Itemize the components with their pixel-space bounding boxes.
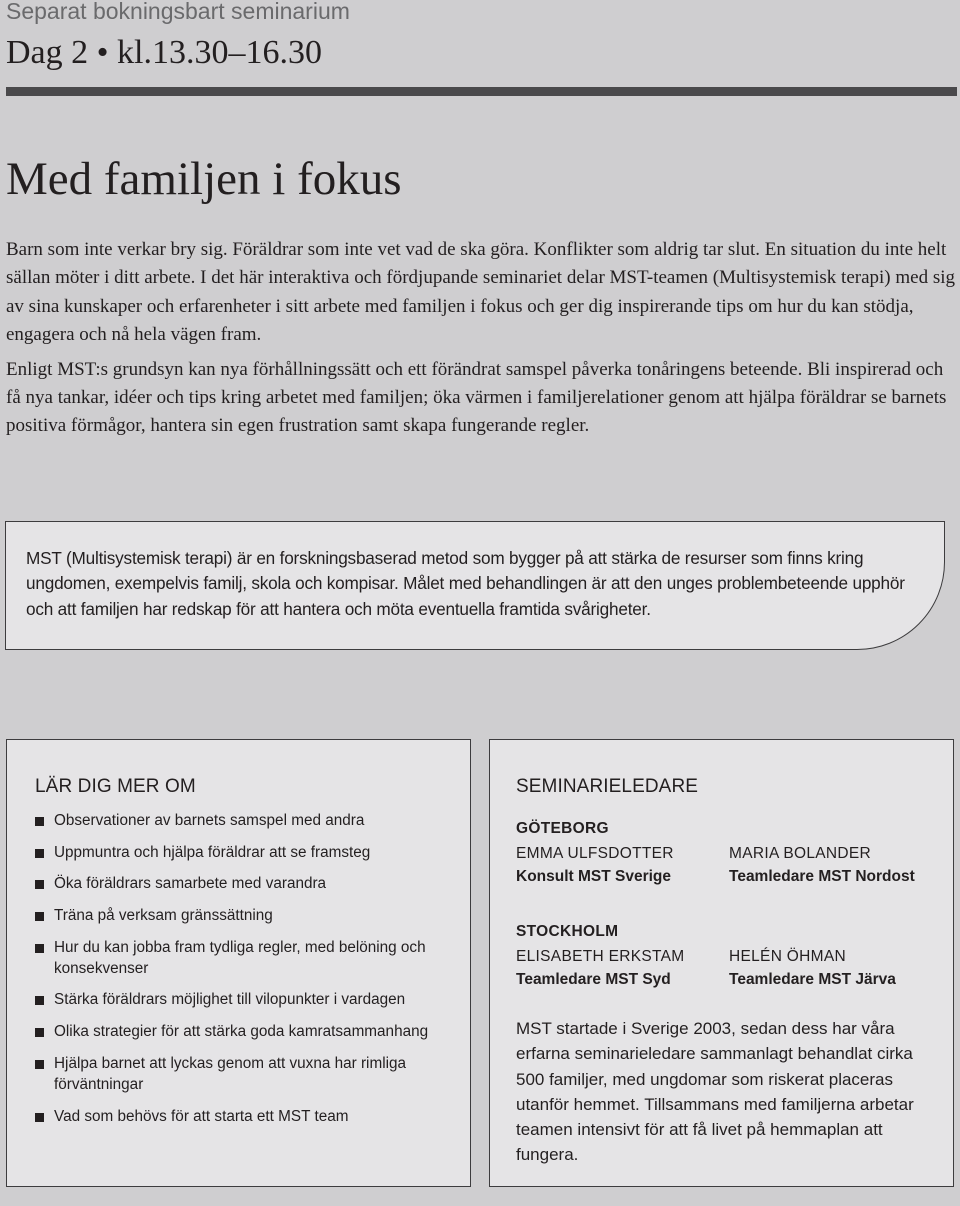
intro-text — [6, 236, 960, 447]
leader-emma — [516, 842, 674, 888]
square-bullet-icon — [35, 944, 44, 953]
square-bullet-icon — [35, 912, 44, 921]
leader-name: ELISABETH ERKSTAM — [516, 948, 685, 965]
list-item: Olika strategier för att stärka goda kamratsammanhang — [35, 1021, 455, 1042]
leader-maria — [729, 842, 915, 888]
square-bullet-icon — [35, 1113, 44, 1122]
seminar-leaders-card — [489, 739, 954, 1187]
learn-more-list — [35, 810, 455, 1137]
leader-helen — [729, 945, 896, 991]
page-title: Med familjen i fokus — [6, 153, 402, 205]
square-bullet-icon — [35, 996, 44, 1005]
leader-role: Teamledare MST Järva — [729, 971, 896, 988]
list-item: Stärka föräldrars möjlighet till vilopunkter i vardagen — [35, 989, 455, 1010]
list-item: Observationer av barnets samspel med andra — [35, 810, 455, 831]
square-bullet-icon — [35, 849, 44, 858]
list-item: Öka föräldrars samarbete med varandra — [35, 873, 455, 894]
learn-more-card — [6, 739, 471, 1187]
seminar-kicker: Separat bokningsbart seminarium — [6, 0, 350, 24]
header-rule — [6, 87, 957, 96]
square-bullet-icon — [35, 880, 44, 889]
mst-info-box — [5, 521, 945, 650]
list-item: Hur du kan jobba fram tydliga regler, med belöning och konsekvenser — [35, 937, 455, 979]
leader-role: Konsult MST Sverige — [516, 868, 672, 885]
learn-more-heading: LÄR DIG MER OM — [35, 776, 196, 797]
city-goteborg: GÖTEBORG — [516, 820, 609, 837]
list-item: Vad som behövs för att starta ett MST team — [35, 1106, 455, 1127]
square-bullet-icon — [35, 1028, 44, 1037]
square-bullet-icon — [35, 1060, 44, 1069]
seminar-leaders-heading: SEMINARIELEDARE — [516, 776, 699, 797]
intro-paragraph-1: Barn som inte verkar bry sig. Föräldrar som inte vet vad de ska göra. Konflikter som aldrig tar slut. En situation du inte helt sällan möter i ditt arbete. I det här interaktiva och fördjupande seminariet delar MST-teamen (Multisystemisk terapi) med sig av sina kunskaper och erfarenheter i sitt arbete med familjen i fokus och ger dig inspirerande tips om hur du kan stödja, engagera och nå hela vägen fram. — [6, 239, 956, 346]
leader-role: Teamledare MST Nordost — [729, 868, 915, 885]
leader-elisabeth — [516, 945, 684, 991]
leaders-description: MST startade i Sverige 2003, sedan dess har våra erfarna seminarieledare sammanlagt behandlat cirka 500 familjer, med ungdomar som riskerat placeras utanför hemmet. Tillsammans med familjerna arbetar teamen intensivt för att få livet på hemmaplan att fungera. — [516, 1019, 914, 1165]
leader-role: Teamledare MST Syd — [516, 971, 671, 988]
intro-paragraph-2: Enligt MST:s grundsyn kan nya förhållningssätt och ett förändrat samspel påverka tonåringens beteende. Bli inspirerad och få nya tankar, idéer och tips kring arbetet med familjen; öka värmen i familjerelationer genom att hjälpa föräldrar se barnets positiva förmågor, hantera sin egen frustration samt skapa fungerande regler. — [6, 358, 947, 437]
list-item: Träna på verksam gränssättning — [35, 905, 455, 926]
list-item: Hjälpa barnet att lyckas genom att vuxna har rimliga förväntningar — [35, 1053, 455, 1095]
leader-name: EMMA ULFSDOTTER — [516, 845, 674, 862]
list-item: Uppmuntra och hjälpa föräldrar att se framsteg — [35, 842, 455, 863]
leader-name: HELÉN ÖHMAN — [729, 948, 846, 965]
leader-name: MARIA BOLANDER — [729, 845, 872, 862]
city-stockholm: STOCKHOLM — [516, 923, 619, 940]
square-bullet-icon — [35, 817, 44, 826]
mst-info-text: MST (Multisystemisk terapi) är en forskningsbaserad metod som bygger på att stärka de resurser som finns kring ungdomen, exempelvis familj, skola och kompisar. Målet med behandlingen är att den unges problembeteende upphör och att familjen har redskap för att hantera och möta eventuella framtida svårigheter. — [26, 548, 905, 619]
day-time-heading: Dag 2 • kl.13.30–16.30 — [6, 34, 322, 71]
